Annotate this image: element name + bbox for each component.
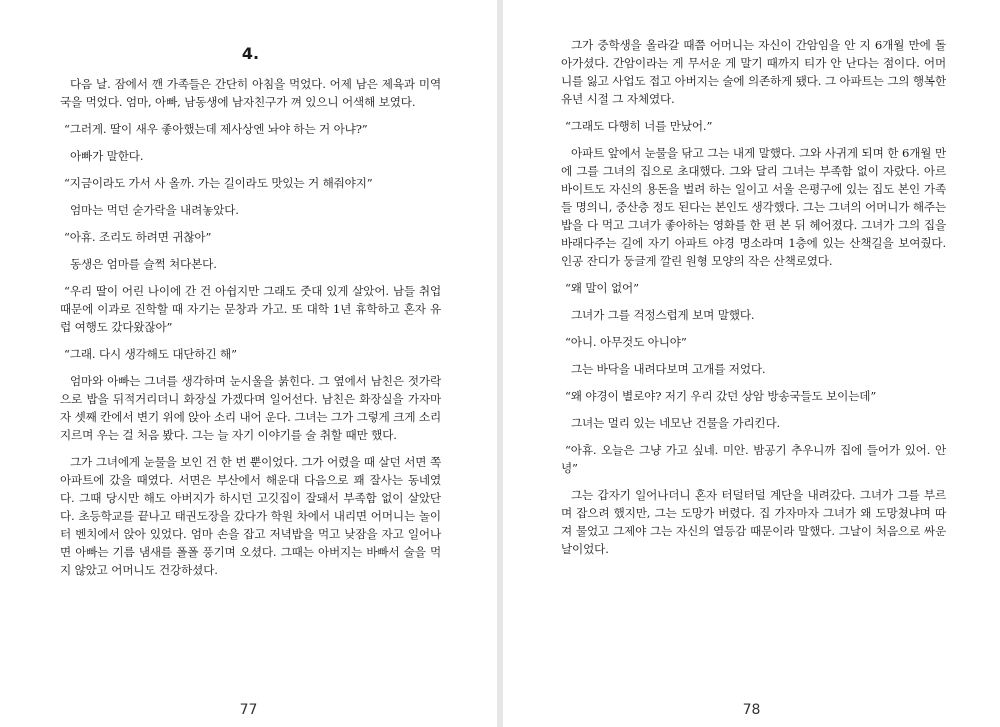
page-number: 78 <box>742 702 761 718</box>
paragraph: 그는 바닥을 내려다보며 고개를 저었다. <box>571 362 766 376</box>
paragraph: 그는 갑자기 일어나더니 혼자 터덜터덜 계단을 내려갔다. 그녀가 그를 부르며 잡으려 했지만, 그는 도망가 버렸다. 집 가자마자 그녀가 왜 도망쳤냐며 따져 물었고 그제야 그는 자신의 열등감 때문이라 말했다. 그날이 처음으로 싸운 날이었다. <box>561 488 946 556</box>
paragraph: “아휴. 오늘은 그냥 가고 싶네. 미안. 밤공기 추우니까 집에 들어가 있어. 안녕” <box>561 443 946 475</box>
paragraph: “그러게. 딸이 새우 좋아했는데 제사상엔 놔야 하는 거 아냐?” <box>64 122 368 136</box>
paragraph: “왜 야경이 별로야? 저기 우리 갔던 상암 방송국들도 보이는데” <box>565 389 877 403</box>
paragraph: 그가 중학생을 올라갈 때쯤 어머니는 자신이 간암임을 안 지 6개월 만에 돌아가셨다. 간암이라는 게 무서운 게 말기 때까지 티가 안 난다는 점이다. 어머니를 잃고 사업도 접고 아버지는 술에 의존하게 됐다. 그 아파트는 그의 행복한 유년 시절 그 자체였다. <box>561 38 946 106</box>
paragraph: 동생은 엄마를 슬쩍 쳐다본다. <box>70 257 217 271</box>
paragraph: 엄마는 먹던 숟가락을 내려놓았다. <box>70 203 239 217</box>
paragraph: 아빠가 말한다. <box>70 149 144 163</box>
paragraph: “왜 말이 없어” <box>565 281 639 295</box>
paragraph: “지금이라도 가서 사 올까. 가는 길이라도 맛있는 거 해줘야지” <box>64 176 373 190</box>
paragraph: “우리 딸이 어린 나이에 간 건 아쉽지만 그래도 줏대 있게 살았어. 남들 취업 때문에 이과로 진학할 때 자기는 문창과 가고. 또 대학 1년 휴학하고 혼자 유럽 여행도 갔다왔잖아” <box>60 284 441 334</box>
page-number: 77 <box>239 702 258 718</box>
paragraph: “아휴. 조리도 하려면 귀찮아” <box>64 230 212 244</box>
paragraph: 그녀는 멀리 있는 네모난 건물을 가리킨다. <box>571 416 781 430</box>
right-page <box>503 0 1000 727</box>
left-page <box>0 0 497 727</box>
paragraph: 그녀가 그를 걱정스럽게 보며 말했다. <box>571 308 755 322</box>
paragraph: “그래도 다행히 너를 만났어.” <box>565 119 713 133</box>
paragraph: “그래. 다시 생각해도 대단하긴 해” <box>64 347 237 361</box>
paragraph: 아파트 앞에서 눈물을 닦고 그는 내게 말했다. 그와 사귀게 되며 한 6개월 만에 그를 그녀의 집으로 초대했다. 그와 달리 그녀는 부족함 없이 자랐다. 아르바이트도 자신의 용돈을 벌려 하는 일이고 서울 은평구에 있는 집도 본인 가족들 명의니, 중산층 정도 된다는 본인도 생각했다. 그는 그녀의 어머니가 해주는 밥을 다 먹고 그녀가 좋아하는 영화를 한 편 본 뒤 헤어졌다. 그녀가 그의 집을 바래다주는 길에 자기 아파트 야경 명소라며 1층에 있는 산책길을 보여줬다. 인공 잔디가 둥글게 깔린 원형 모양의 작은 산책로였다. <box>561 146 946 268</box>
paragraph: 다음 날. 잠에서 깬 가족들은 간단히 아침을 먹었다. 어제 남은 제육과 미역국을 먹었다. 엄마, 아빠, 남동생에 남자친구가 껴 있으니 어색해 보였다. <box>60 77 441 109</box>
paragraph: 그가 그녀에게 눈물을 보인 건 한 번 뿐이었다. 그가 어렸을 때 살던 서면 쪽 아파트에 갔을 때였다. 서면은 부산에서 해운대 다음으로 꽤 잘사는 동네였다. 그때 당시만 해도 아버지가 하시던 고깃집이 잘돼서 부족함 없이 살았단다. 초등학교를 끝나고 태권도장을 갔다가 학원 차에서 내리면 어머니는 놀이터 벤치에서 앉아 있었다. 엄마 손을 잡고 저녁밥을 먹고 낮잠을 자고 일어나면 아빠는 기름 냄새를 폴폴 풍기며 오셨다. 그때는 아버지는 바빠서 술을 먹지 않았고 어머니도 건강하셨다. <box>60 455 441 577</box>
paragraph: 엄마와 아빠는 그녀를 생각하며 눈시울을 붉힌다. 그 옆에서 남친은 젓가락으로 밥을 뒤적거리더니 화장실 가겠다며 일어선다. 남친은 화장실을 가자마자 셋째 칸에서 변기 위에 앉아 소리 내어 운다. 그녀는 그가 그렇게 크게 소리 지르며 우는 걸 처음 봤다. 그는 늘 자기 이야기를 술 취할 때만 했다. <box>60 374 441 442</box>
paragraph: “아니. 아무것도 아니야” <box>565 335 687 349</box>
chapter-heading: 4. <box>241 44 260 63</box>
